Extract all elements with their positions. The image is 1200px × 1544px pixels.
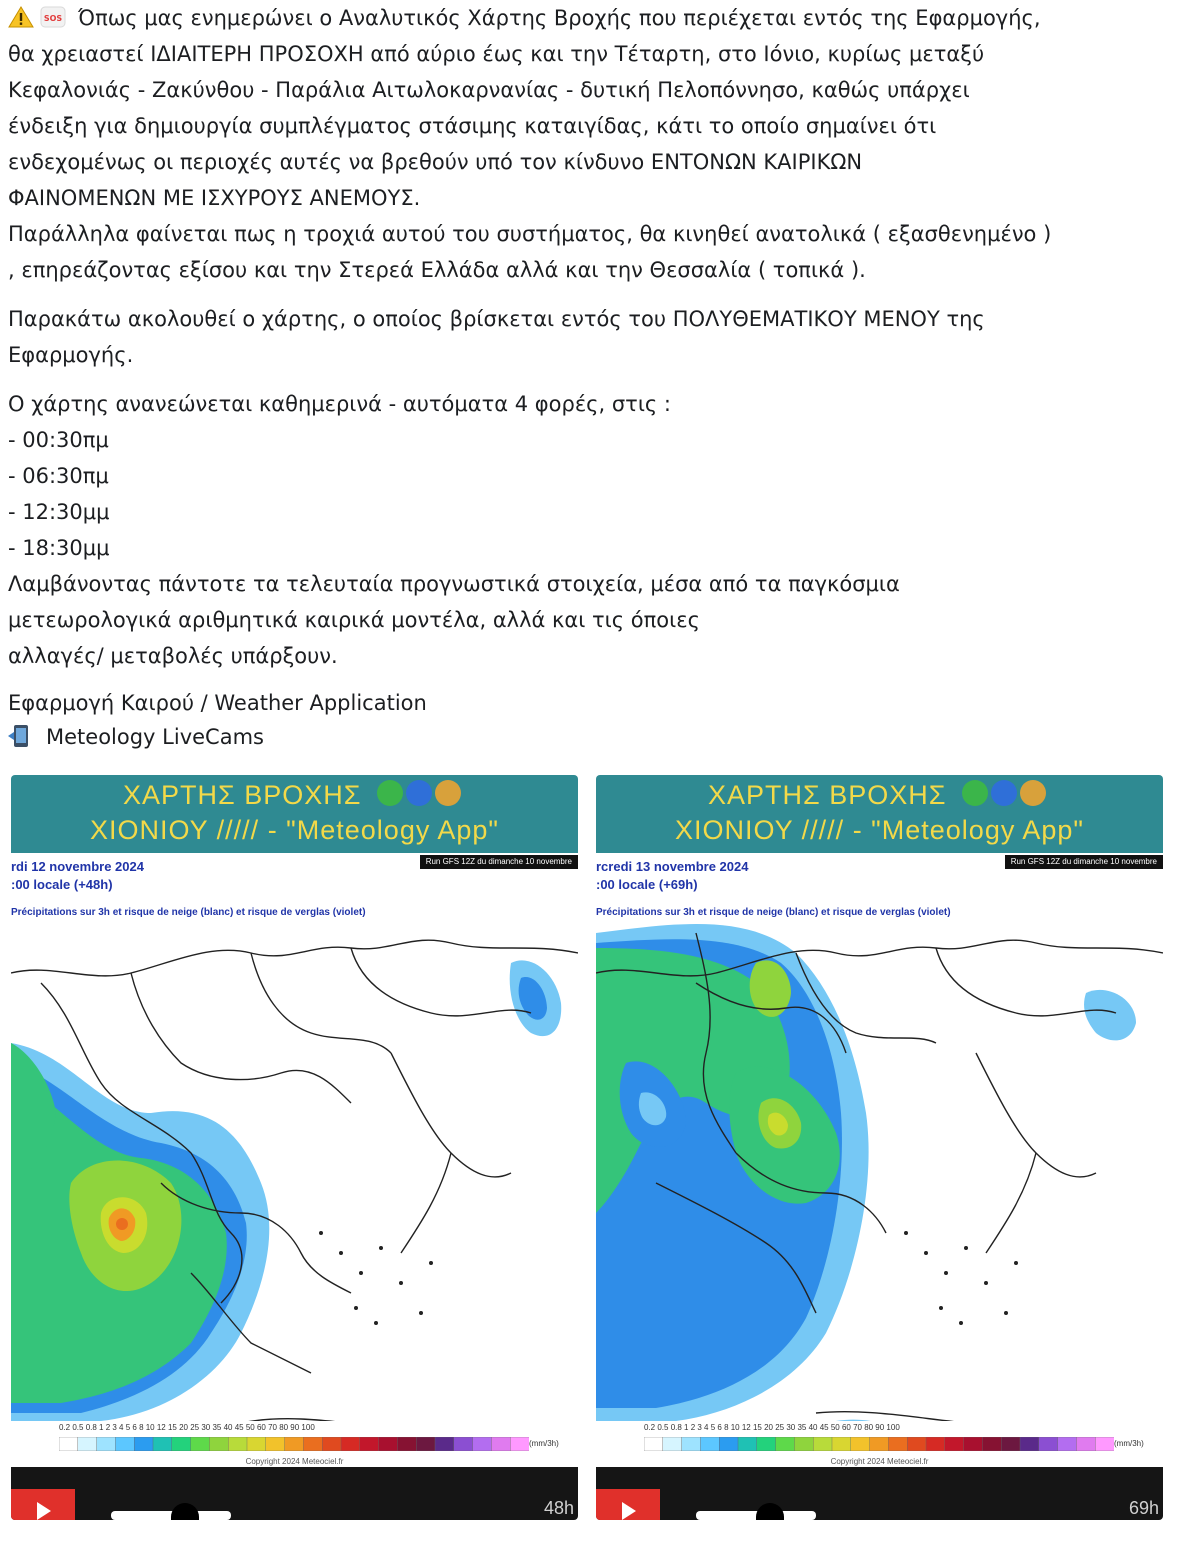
post-line: μετεωρολογικά αριθμητικά καιρικά μοντέλα, αλλά και τις όποιες xyxy=(8,608,700,632)
scale-swatch xyxy=(1058,1437,1077,1451)
scale-swatch xyxy=(907,1437,926,1451)
map-run: Run GFS 12Z du dimanche 10 novembre xyxy=(420,855,578,869)
progress-knob[interactable] xyxy=(756,1503,784,1520)
scale-swatch xyxy=(360,1437,379,1451)
post-line: Κεφαλονιάς - Ζακύνθου - Παράλια Αιτωλοκαρνανίας - δυτική Πελοπόννησο, καθώς υπάρχει xyxy=(8,78,970,102)
schedule-time: - 12:30μμ xyxy=(8,500,110,524)
scale-swatch xyxy=(322,1437,341,1451)
scale-swatch xyxy=(851,1437,870,1451)
scale-unit: (mm/3h) xyxy=(1114,1439,1144,1448)
scale-swatch xyxy=(247,1437,266,1451)
map-time: :00 locale (+48h) xyxy=(11,877,113,892)
scale-swatch xyxy=(510,1437,529,1451)
scale-swatch xyxy=(209,1437,228,1451)
post-line: Παράλληλα φαίνεται πως η τροχιά αυτού του συστήματος, θα κινηθεί ανατολικά ( εξασθενημένο ) xyxy=(8,222,1052,246)
post-line: ένδειξη για δημιουργία συμπλέγματος στάσιμης καταιγίδας, κάτι το οποίο σημαίνει ότι xyxy=(8,114,937,138)
scale-swatch xyxy=(926,1437,945,1451)
scale-swatch xyxy=(738,1437,757,1451)
post-paragraph-2 xyxy=(8,301,1188,373)
scale-swatch xyxy=(491,1437,510,1451)
scale-swatch xyxy=(757,1437,776,1451)
post-line: Όπως μας ενημερώνει ο Αναλυτικός Χάρτης Βροχής που περιέχεται εντός της Εφαρμογής, xyxy=(78,6,1041,30)
scale-swatch xyxy=(303,1437,322,1451)
video-controls xyxy=(596,1467,1163,1520)
play-button[interactable] xyxy=(596,1489,660,1520)
video-duration: 69h xyxy=(1128,1498,1159,1518)
video-duration: 48h xyxy=(543,1498,574,1518)
rain-map-card[interactable] xyxy=(596,775,1163,1520)
post-body xyxy=(8,0,1188,754)
map-copyright: Copyright 2024 Meteociel.fr xyxy=(245,1457,344,1466)
scale-swatch xyxy=(870,1437,889,1451)
map-images xyxy=(11,775,1163,1520)
map-description: Précipitations sur 3h et risque de neige (blanc) et risque de verglas (violet) xyxy=(11,907,366,918)
scale-swatch xyxy=(78,1437,97,1451)
scale-swatch xyxy=(776,1437,795,1451)
schedule-time: - 18:30μμ xyxy=(8,536,110,560)
scale-swatch xyxy=(285,1437,304,1451)
post-paragraph-1 xyxy=(8,0,1188,288)
scale-swatch xyxy=(59,1437,78,1451)
map-title: ΧΑΡΤΗΣ ΒΡΟΧΗΣ xyxy=(708,780,947,810)
scale-swatch xyxy=(1020,1437,1039,1451)
warning-icon xyxy=(8,6,34,28)
scale-swatch xyxy=(153,1437,172,1451)
scale-swatch xyxy=(1076,1437,1095,1451)
rain-map-card[interactable] xyxy=(11,775,578,1520)
scale-swatch xyxy=(266,1437,285,1451)
scale-labels: 0.2 0.5 0.8 1 2 3 4 5 6 8 10 12 15 20 25 30 35 40 45 50 60 70 80 90 100 xyxy=(644,1423,900,1432)
scale-swatch xyxy=(700,1437,719,1451)
scale-swatch xyxy=(228,1437,247,1451)
scale-swatch xyxy=(832,1437,851,1451)
scale-swatch xyxy=(813,1437,832,1451)
scale-swatch xyxy=(1039,1437,1058,1451)
app-line: Εφαρμογή Καιρού / Weather Application xyxy=(8,691,427,715)
map-subtitle: ΧΙΟΝΙΟΥ ///// - "Meteology App" xyxy=(90,815,499,845)
play-button[interactable] xyxy=(11,1489,75,1520)
color-dots-icon xyxy=(376,779,466,807)
post-line: ΦΑΙΝΟΜΕΝΩΝ ΜΕ ΙΣΧΥΡΟΥΣ ΑΝΕΜΟΥΣ. xyxy=(8,186,421,210)
post-line: , επηρεάζοντας εξίσου και την Στερεά Ελλάδα αλλά και την Θεσσαλία ( τοπικά ). xyxy=(8,258,866,282)
precip-color-scale xyxy=(59,1437,529,1451)
scale-swatch xyxy=(416,1437,435,1451)
scale-swatch xyxy=(1001,1437,1020,1451)
scale-swatch xyxy=(454,1437,473,1451)
scale-swatch xyxy=(719,1437,738,1451)
color-dots-icon xyxy=(961,779,1051,807)
scale-swatch xyxy=(435,1437,454,1451)
schedule-time: - 06:30πμ xyxy=(8,464,109,488)
scale-swatch xyxy=(794,1437,813,1451)
map-meta xyxy=(11,853,578,943)
schedule-time: - 00:30πμ xyxy=(8,428,109,452)
app-name: Meteology LiveCams xyxy=(46,725,264,749)
map-run: Run GFS 12Z du dimanche 10 novembre xyxy=(1005,855,1163,869)
video-controls xyxy=(11,1467,578,1520)
scale-swatch xyxy=(945,1437,964,1451)
scale-swatch xyxy=(341,1437,360,1451)
scale-swatch xyxy=(888,1437,907,1451)
scale-swatch xyxy=(964,1437,983,1451)
scale-swatch xyxy=(97,1437,116,1451)
post-line: θα χρειαστεί ΙΔΙΑΙΤΕΡΗ ΠΡΟΣΟΧΗ από αύριο έως και την Τέταρτη, στο Ιόνιο, κυρίως μεταξύ xyxy=(8,42,985,66)
svg-text:SOS: SOS xyxy=(43,14,63,23)
post-line: Παρακάτω ακολουθεί ο χάρτης, ο οποίος βρίσκεται εντός του ΠΟΛΥΘΕΜΑΤΙΚΟΥ ΜΕΝΟΥ της xyxy=(8,307,985,331)
map-meta xyxy=(596,853,1163,943)
scale-swatch xyxy=(134,1437,153,1451)
scale-labels: 0.2 0.5 0.8 1 2 3 4 5 6 8 10 12 15 20 25 30 35 40 45 50 60 70 80 90 100 xyxy=(59,1423,315,1432)
scale-swatch xyxy=(1095,1437,1114,1451)
map-copyright: Copyright 2024 Meteociel.fr xyxy=(830,1457,929,1466)
progress-knob[interactable] xyxy=(171,1503,199,1520)
scale-swatch xyxy=(397,1437,416,1451)
map-date: rcredi 13 novembre 2024 xyxy=(596,859,749,874)
scale-swatch xyxy=(682,1437,701,1451)
scale-unit: (mm/3h) xyxy=(529,1439,559,1448)
sos-icon xyxy=(40,6,66,28)
post-paragraph-4 xyxy=(8,686,1188,754)
precip-color-scale xyxy=(644,1437,1114,1451)
scale-swatch xyxy=(115,1437,134,1451)
post-line: Ο χάρτης ανανεώνεται καθημερινά - αυτόματα 4 φορές, στις : xyxy=(8,392,671,416)
post-paragraph-3 xyxy=(8,386,1188,674)
scale-swatch xyxy=(982,1437,1001,1451)
scale-swatch xyxy=(644,1437,663,1451)
mobile-phone-icon xyxy=(8,724,36,748)
post-line: αλλαγές/ μεταβολές υπάρξουν. xyxy=(8,644,338,668)
map-date: rdi 12 novembre 2024 xyxy=(11,859,144,874)
scale-swatch xyxy=(663,1437,682,1451)
map-title: ΧΑΡΤΗΣ ΒΡΟΧΗΣ xyxy=(123,780,362,810)
map-time: :00 locale (+69h) xyxy=(596,877,698,892)
scale-swatch xyxy=(172,1437,191,1451)
map-header xyxy=(11,775,578,853)
map-description: Précipitations sur 3h et risque de neige (blanc) et risque de verglas (violet) xyxy=(596,907,951,918)
map-subtitle: ΧΙΟΝΙΟΥ ///// - "Meteology App" xyxy=(675,815,1084,845)
scale-swatch xyxy=(379,1437,398,1451)
post-line: Εφαρμογής. xyxy=(8,343,134,367)
map-header xyxy=(596,775,1163,853)
scale-swatch xyxy=(191,1437,210,1451)
post-line: Λαμβάνοντας πάντοτε τα τελευταία προγνωστικά στοιχεία, μέσα από τα παγκόσμια xyxy=(8,572,900,596)
post-line: ενδεχομένως οι περιοχές αυτές να βρεθούν υπό τον κίνδυνο ΕΝΤΟΝΩΝ ΚΑΙΡΙΚΩΝ xyxy=(8,150,863,174)
scale-swatch xyxy=(473,1437,492,1451)
